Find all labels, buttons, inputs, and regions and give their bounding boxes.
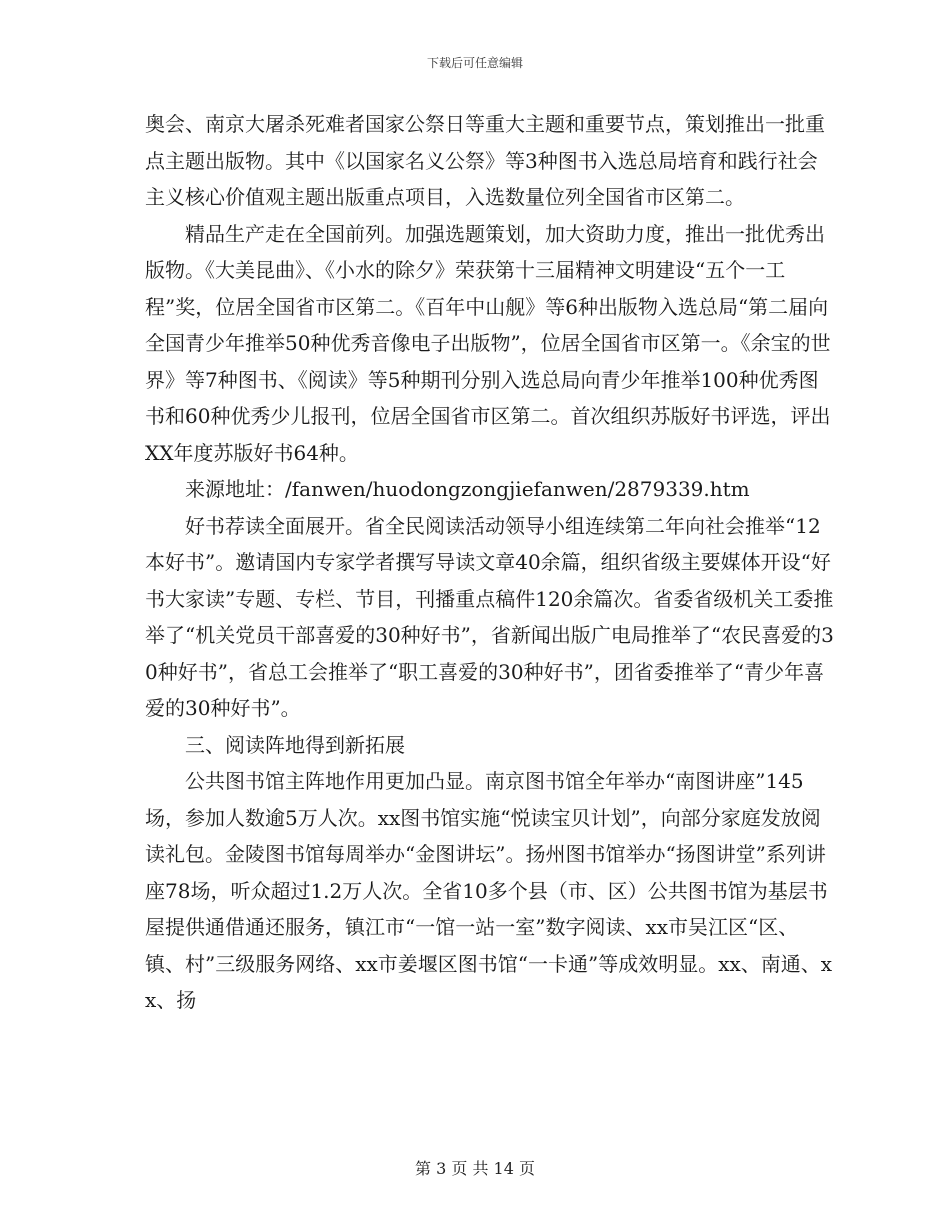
source-address: 来源地址：/fanwen/huodongzongjiefanwen/2879339.htm: [185, 477, 750, 501]
page-footer: 第 3 页 共 14 页: [415, 1159, 535, 1178]
paragraph-public-library: 公共图书馆主阵地作用更加凸显。南京图书馆全年举办“南图讲座”145场，参加人数逾5万人次。xx图书馆实施“悦读宝贝计划”，向部分家庭发放阅读礼包。金陵图书馆每周举办“金图讲坛”。扬州图书馆举办“扬图讲堂”系列讲座78场，听众超过1.2万人次。全省10多个县（市、区）公共图书馆为基层书屋提供通借通还服务，镇江市“一馆一站一室”数字阅读、xx市吴江区“区、镇、村”三级服务网络、xx市姜堰区图书馆“一卡通”等成效明显。xx、南通、xx、扬: [145, 769, 833, 1012]
paragraph-quality-production: 精品生产走在全国前列。加强选题策划，加大资助力度，推出一批优秀出版物。《大美昆曲》、《小水的除夕》荣获第十三届精神文明建设“五个一工程”奖，位居全国省市区第二。《百年中山舰》等6种出版物入选总局“第二届向全国青少年推举50种优秀音像电子出版物”，位居全国省市区第一。《余宝的世界》等7种图书、《阅读》等5种期刊分别入选总局向青少年推举100种优秀图书和60种优秀少儿报刊，位居全国省市区第二。首次组织苏版好书评选，评出XX年度苏版好书64种。: [145, 221, 831, 465]
paragraph-book-recommendation: 好书荐读全面展开。省全民阅读活动领导小组连续第二年向社会推举“12本好书”。邀请国内专家学者撰写导读文章40余篇，组织省级主要媒体开设“好书大家读”专题、专栏、节目，刊播重点稿件120余篇次。省委省级机关工委推举了“机关党员干部喜爱的30种好书”，省新闻出版广电局推举了“农民喜爱的30种好书”，省总工会推举了“职工喜爱的30种好书”，团省委推举了“青少年喜爱的30种好书”。: [145, 513, 834, 720]
page-header: 下载后可任意编辑: [426, 56, 523, 70]
paragraph-continued: 奥会、南京大屠杀死难者国家公祭日等重大主题和重要节点，策划推出一批重点主题出版物。其中《以国家名义公祭》等3种图书入选总局培育和践行社会主义核心价值观主题出版重点项目，入选数量位列全国省市区第二。: [145, 112, 825, 209]
section-heading: 三、阅读阵地得到新拓展: [185, 732, 405, 757]
document-body: [145, 106, 835, 1019]
